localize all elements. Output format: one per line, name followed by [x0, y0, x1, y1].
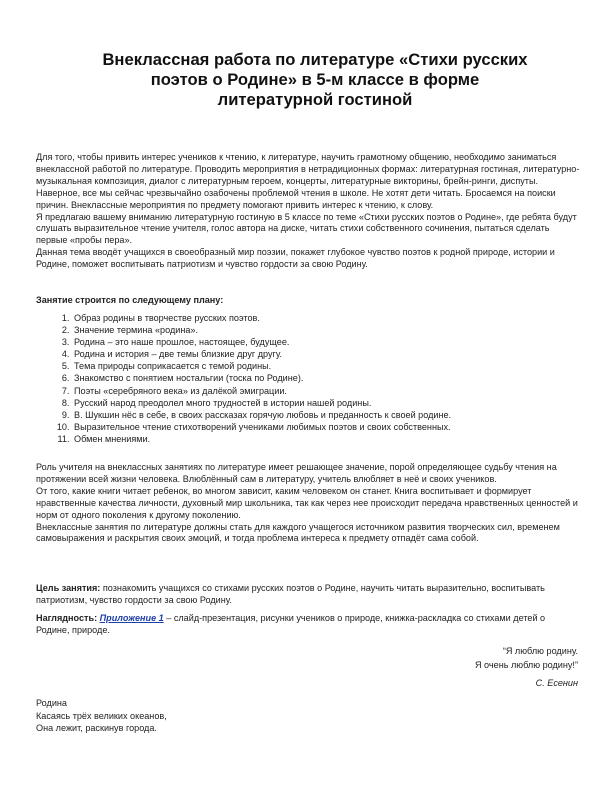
plan-item: 2. Значение термина «родина».	[72, 324, 592, 336]
plan-list	[52, 312, 592, 445]
poem	[36, 697, 167, 735]
intro-paragraph: Данная тема вводёт учащихся в своеобразный мир поэзии, покажет глубокое чувство поэтов к родной природе, истории и Родине, поможет воспитывать патриотизм и чувство гордости за свою Родину.	[36, 247, 555, 270]
title-line-2: поэтов о Родине» в 5-м классе в форме	[150, 70, 480, 89]
epigraph-author: С. Есенин	[535, 678, 578, 688]
plan-item: 6. Знакомство с понятием ностальгии (тоска по Родине).	[72, 372, 592, 384]
plan-item: 7. Поэты «серебряного века» из далёкой эмиграции.	[72, 385, 592, 397]
epigraph-line-1: “Я люблю родину.	[502, 646, 578, 656]
plan-item: 5. Тема природы соприкасается с темой родины.	[72, 360, 592, 372]
plan-item: 9. В. Шукшин нёс в себе, в своих рассказах горячую любовь и преданность к своей родине.	[72, 409, 592, 421]
plan-item: 3. Родина – это наше прошлое, настоящее, будущее.	[72, 336, 592, 348]
role-paragraph: Внеклассные занятия по литературе должны стать для каждого учащегося источником развития творческих сил, временем самовыражения и раскрытия своих эмоций, и тогда проблема интереса к предмету отпадёт сама собой.	[36, 521, 560, 544]
poem-line-2: Она лежит, раскинув города.	[36, 723, 157, 734]
title-line-1: Внеклассная работа по литературе «Стихи русских	[102, 50, 528, 69]
goal-label: Цель занятия:	[36, 583, 101, 593]
role-paragraph: Роль учителя на внеклассных занятиях по литературе имеет решающее значение, порой определяющее судьбу чтения на протяжении всей жизни человека. Влюблённый сам в литературу, учитель влюбляет в неё и своих учеников.	[36, 462, 557, 484]
intro-paragraph: Для того, чтобы привить интерес учеников к чтению, к литературе, научить грамотному общению, необходимо заниматься внеклассной работой по литературе. Проводить мероприятия в нетрадиционных формах: литературная гостиная, литературно-музыкальная композиция, диалог с литературным героем, концерты, литературные викторины, брейн-ринги, диспуты.	[36, 152, 580, 186]
goal-text: познакомить учащихся со стихами русских поэтов о Родине, научить читать выразительно, воспитывать патриотизм, чувство гордости за свою Родину.	[36, 583, 545, 605]
epigraph-line-2: Я очень люблю родину!”	[474, 659, 578, 670]
goal-paragraph	[36, 583, 581, 607]
page-title	[60, 50, 570, 110]
intro-paragraph: Наверное, все мы сейчас чрезвычайно озабочены проблемой чтения в школе. Не хотят дети читать. Бросаемся на поиски причин. Внеклассные мероприятия по предмету помогают привить интерес к чтению, к слову.	[36, 187, 556, 210]
plan-item: 8. Русский народ преодолел много трудностей в истории нашей родины.	[72, 397, 592, 409]
visual-aids-text: – слайд-презентация, рисунки учеников о природе, книжка-раскладка со стихами детей о Родине, природе.	[36, 613, 546, 635]
plan-item: 10. Выразительное чтение стихотворений учениками любимых поэтов и своих собственных.	[72, 421, 592, 433]
plan-heading: Занятие строится по следующему плану:	[36, 295, 224, 305]
plan-item: 1. Образ родины в творчестве русских поэтов.	[72, 312, 592, 324]
appendix-link[interactable]: Приложение 1	[99, 613, 164, 623]
role-paragraph: От того, какие книги читает ребенок, во многом зависит, каким человеком он станет. Книга воспитывает и формирует нравственные качества личности, духовный мир школьника, так как через нее происходит передача нравственных ценностей и норм от одного поколения к другому поколению.	[36, 485, 578, 520]
visual-aids-label: Наглядность:	[36, 613, 98, 623]
plan-item: 11. Обмен мнениями.	[72, 433, 592, 445]
plan-item: 4. Родина и история – две темы близкие друг другу.	[72, 348, 592, 360]
poem-line-1: Касаясь трёх великих океанов,	[36, 710, 167, 721]
epigraph	[475, 645, 578, 673]
role-section	[36, 462, 581, 545]
intro-paragraph: Я предлагаю вашему вниманию литературную гостиную в 5 классе по теме «Стихи русских поэтов о Родине», где ребята будут слушать выразительное чтение учителя, голос автора на диске, читать стихи собственного сочинения, пытаться сделать первые «пробы пера».	[36, 211, 577, 246]
visual-aids-paragraph	[36, 613, 581, 637]
poem-title: Родина	[36, 698, 67, 708]
title-line-3: литературной гостиной	[217, 90, 413, 109]
intro-section	[36, 152, 581, 271]
